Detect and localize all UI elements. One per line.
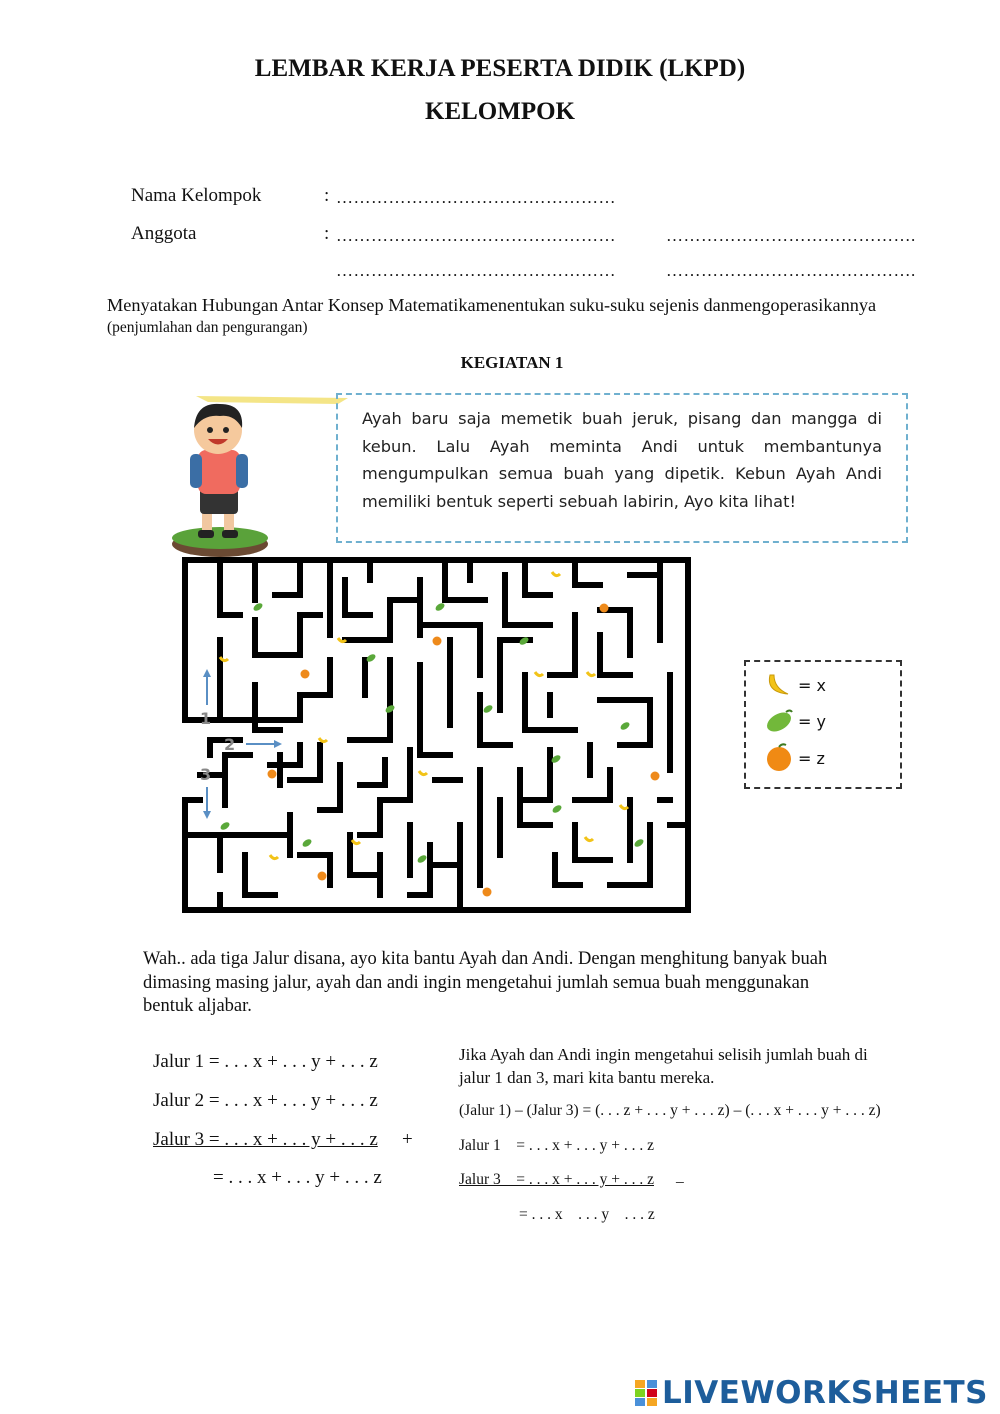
maze bbox=[180, 555, 692, 917]
subtraction-row-1[interactable]: Jalur 1 = . . . x + . . . y + . . . z bbox=[459, 1137, 654, 1154]
maze-walls bbox=[185, 560, 688, 910]
plus-operator: + bbox=[402, 1129, 413, 1150]
legend bbox=[744, 660, 902, 789]
page-title: LEMBAR KERJA PESERTA DIDIK (LKPD) bbox=[254, 55, 746, 82]
minus-operator: _ bbox=[676, 1168, 684, 1185]
mango-icon bbox=[219, 602, 645, 865]
addition-row-2[interactable]: Jalur 2 = . . . x + . . . y + . . . z bbox=[153, 1090, 378, 1111]
addition-row-3[interactable]: Jalur 3 = . . . x + . . . y + . . . z bbox=[153, 1129, 378, 1150]
path-label-2: 2 bbox=[224, 735, 236, 754]
page-subtitle: KELOMPOK bbox=[425, 98, 575, 125]
member-field-1[interactable]: ………………………………………… bbox=[336, 226, 616, 245]
group-name-label: Nama Kelompok bbox=[131, 185, 262, 206]
story-box bbox=[336, 393, 908, 543]
banana-icon bbox=[764, 670, 794, 700]
legend-row-y: = y bbox=[764, 706, 826, 736]
member-field-4[interactable]: ……………………………………. bbox=[666, 261, 916, 280]
colon: : bbox=[324, 185, 330, 206]
fruit-markers bbox=[219, 572, 659, 897]
subtraction-formula[interactable]: (Jalur 1) – (Jalur 3) = (. . . z + . . . y + . . . z) – (. . . x + . . . y + . . . z) bbox=[459, 1102, 881, 1119]
addition-row-1[interactable]: Jalur 1 = . . . x + . . . y + . . . z bbox=[153, 1051, 378, 1072]
liveworksheets-logo: LIVEWORKSHEETS bbox=[634, 1375, 988, 1411]
member-field-3[interactable]: ………………………………………… bbox=[336, 261, 616, 280]
group-name-field[interactable]: ………………………………………… bbox=[336, 188, 616, 207]
members-label: Anggota bbox=[131, 223, 197, 244]
member-field-2[interactable]: ……………………………………. bbox=[666, 226, 916, 245]
legend-row-z: = z bbox=[764, 743, 825, 773]
legend-row-x: = x bbox=[764, 670, 826, 700]
path-label-3: 3 bbox=[200, 765, 212, 784]
addition-result[interactable]: = . . . x + . . . y + . . . z bbox=[213, 1167, 382, 1188]
objective-sub: (penjumlahan dan pengurangan) bbox=[107, 319, 308, 336]
path-markers bbox=[203, 669, 282, 819]
path-label-1: 1 bbox=[200, 709, 212, 728]
mango-icon bbox=[764, 706, 794, 736]
colon: : bbox=[324, 223, 330, 244]
subtraction-result[interactable]: = . . . x . . . y . . . z bbox=[519, 1206, 655, 1223]
activity-heading: KEGIATAN 1 bbox=[460, 353, 564, 372]
boy-illustration bbox=[168, 392, 348, 564]
liveworksheets-icon bbox=[634, 1379, 658, 1407]
objective-line: Menyatakan Hubungan Antar Konsep Matematikamenentukan suku-suku sejenis danmengoperasikannya bbox=[107, 295, 877, 315]
instruction-paragraph: Wah.. ada tiga Jalur disana, ayo kita bantu Ayah dan Andi. Dengan menghitung banyak buah dimasing masing jalur, ayah dan andi ingin mengetahui jumlah semua buah menggunakan bentuk aljabar. bbox=[143, 949, 828, 1016]
orange-icon bbox=[764, 743, 794, 773]
banana-icon bbox=[220, 572, 628, 859]
subtraction-intro: Jika Ayah dan Andi ingin mengetahui selisih jumlah buah di jalur 1 dan 3, mari kita bantu mereka. bbox=[459, 1045, 868, 1087]
story-text: Ayah baru saja memetik buah jeruk, pisang dan mangga di kebun. Lalu Ayah meminta Andi untuk membantunya mengumpulkan semua buah yang dipetik. Kebun Ayah Andi memiliki bentuk seperti sebuah labirin, Ayo kita lihat! bbox=[362, 409, 882, 511]
subtraction-row-3[interactable]: Jalur 3 = . . . x + . . . y + . . . z bbox=[459, 1171, 654, 1188]
